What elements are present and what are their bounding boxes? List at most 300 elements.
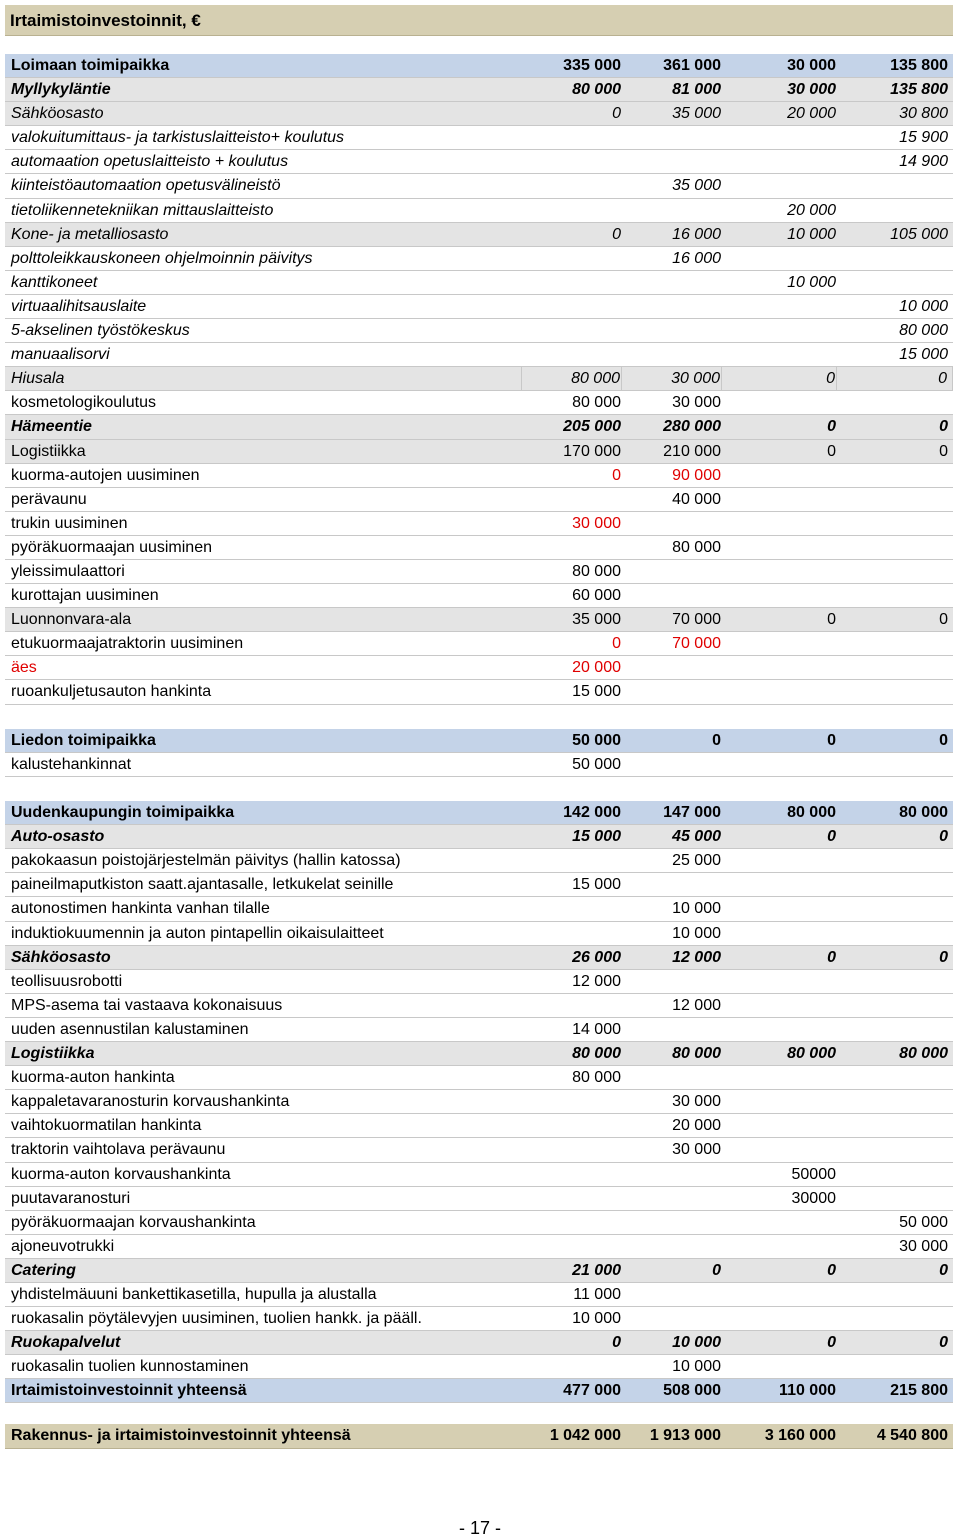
table-row bbox=[5, 102, 953, 126]
value-cell-1 bbox=[522, 174, 622, 197]
table-row bbox=[5, 174, 953, 198]
table-row bbox=[5, 656, 953, 680]
value-cell-2: 10 000 bbox=[672, 1358, 721, 1376]
value-cell-2: 70 000 bbox=[672, 635, 721, 653]
value-cell-1: 15 000 bbox=[572, 683, 621, 701]
value-cell-1: 335 000 bbox=[563, 57, 621, 74]
value-cell-4 bbox=[837, 970, 953, 993]
row-label: Logistiikka bbox=[11, 1045, 95, 1063]
value-cell-2: 12 000 bbox=[672, 996, 721, 1014]
table-row bbox=[5, 873, 953, 897]
value-cell-2 bbox=[622, 656, 722, 679]
row-label: kosmetologikoulutus bbox=[11, 394, 156, 412]
value-cell-2 bbox=[622, 1018, 722, 1041]
table-row bbox=[5, 1138, 953, 1162]
value-cell-3: 30000 bbox=[791, 1189, 836, 1207]
value-cell-4: 0 bbox=[939, 948, 948, 966]
value-cell-3 bbox=[722, 247, 837, 270]
value-cell-4 bbox=[837, 632, 953, 655]
value-cell-2: 35 000 bbox=[672, 105, 721, 123]
row-label: induktiokuumennin ja auton pintapellin oikaisulaitteet bbox=[11, 924, 384, 942]
value-cell-3 bbox=[722, 1138, 837, 1161]
value-cell-1: 12 000 bbox=[572, 972, 621, 990]
value-cell-1 bbox=[522, 536, 622, 559]
table-row bbox=[5, 1163, 953, 1187]
value-cell-1: 205 000 bbox=[563, 418, 621, 436]
value-cell-3 bbox=[722, 174, 837, 197]
table-row bbox=[5, 897, 953, 921]
value-cell-2 bbox=[622, 560, 722, 583]
value-cell-1 bbox=[522, 319, 622, 342]
table-row bbox=[5, 488, 953, 512]
row-label: ajoneuvotrukki bbox=[11, 1237, 115, 1255]
value-cell-2: 12 000 bbox=[672, 948, 721, 966]
value-cell-2: 16 000 bbox=[672, 225, 721, 243]
value-cell-4: 14 900 bbox=[899, 153, 948, 171]
value-cell-1 bbox=[522, 295, 622, 318]
value-cell-1: 0 bbox=[612, 225, 621, 243]
value-cell-2: 90 000 bbox=[672, 466, 721, 484]
table-row bbox=[5, 801, 953, 825]
table-row bbox=[5, 1211, 953, 1235]
table-row bbox=[5, 415, 953, 439]
value-cell-2: 508 000 bbox=[663, 1382, 721, 1400]
row-label: Luonnonvara-ala bbox=[11, 611, 132, 629]
value-cell-2: 280 000 bbox=[663, 418, 721, 436]
value-cell-3: 0 bbox=[827, 731, 836, 749]
table-row bbox=[5, 319, 953, 343]
table-row bbox=[5, 536, 953, 560]
value-cell-1 bbox=[522, 1090, 622, 1113]
value-cell-3 bbox=[722, 1018, 837, 1041]
row-label: traktorin vaihtolava perävaunu bbox=[11, 1141, 226, 1159]
row-label: Liedon toimipaikka bbox=[11, 731, 156, 749]
value-cell-3: 30 000 bbox=[787, 57, 836, 74]
value-cell-3 bbox=[722, 488, 837, 511]
value-cell-3: 10 000 bbox=[787, 273, 836, 291]
table-row bbox=[5, 608, 953, 632]
row-label: Hiusala bbox=[5, 367, 522, 390]
value-cell-2: 20 000 bbox=[672, 1117, 721, 1135]
table-row bbox=[5, 1042, 953, 1066]
value-cell-2: 25 000 bbox=[672, 852, 721, 870]
value-cell-3 bbox=[722, 994, 837, 1017]
row-spacer bbox=[5, 705, 953, 729]
value-cell-3: 110 000 bbox=[779, 1382, 836, 1400]
table-row bbox=[5, 994, 953, 1018]
value-cell-2 bbox=[622, 970, 722, 993]
row-label: kuorma-auton korvaushankinta bbox=[11, 1165, 231, 1183]
row-label: uuden asennustilan kalustaminen bbox=[11, 1020, 249, 1038]
row-spacer bbox=[5, 1403, 953, 1424]
row-label: manuaalisorvi bbox=[11, 346, 110, 364]
value-cell-2: 30 000 bbox=[672, 1141, 721, 1159]
value-cell-1: 142 000 bbox=[563, 804, 621, 822]
value-cell-4: 0 bbox=[939, 442, 948, 460]
value-cell-4 bbox=[837, 512, 953, 535]
value-cell-1: 80 000 bbox=[572, 1045, 621, 1063]
table-row bbox=[5, 729, 953, 753]
row-label: automaation opetuslaitteisto + koulutus bbox=[11, 153, 289, 171]
value-cell-1: 80 000 bbox=[572, 1069, 621, 1087]
value-cell-1: 170 000 bbox=[563, 442, 621, 460]
row-label: Hämeentie bbox=[11, 418, 92, 436]
row-label: perävaunu bbox=[11, 490, 87, 508]
value-cell-3: 0 bbox=[827, 828, 836, 846]
table-row bbox=[5, 223, 953, 247]
row-label: kiinteistöautomaation opetusvälineistö bbox=[11, 177, 281, 195]
row-label: yhdistelmäuuni bankettikasetilla, hupulla ja alustalla bbox=[11, 1285, 377, 1303]
value-cell-1 bbox=[522, 488, 622, 511]
value-cell-2: 35 000 bbox=[672, 177, 721, 195]
value-cell-4 bbox=[837, 1138, 953, 1161]
value-cell-4 bbox=[837, 1355, 953, 1378]
value-cell-3 bbox=[722, 753, 837, 776]
value-cell-4 bbox=[837, 488, 953, 511]
value-cell-4: 105 000 bbox=[890, 225, 948, 243]
value-cell-2 bbox=[622, 873, 722, 896]
value-cell-1 bbox=[522, 1138, 622, 1161]
value-cell-3 bbox=[722, 632, 837, 655]
table-row bbox=[5, 150, 953, 174]
value-cell-4 bbox=[837, 656, 953, 679]
value-cell-2 bbox=[622, 295, 722, 318]
value-cell-3: 80 000 bbox=[787, 804, 836, 822]
value-cell-4: 10 000 bbox=[899, 297, 948, 315]
row-label: pyöräkuormaajan uusiminen bbox=[11, 538, 212, 556]
value-cell-3: 0 bbox=[827, 1261, 836, 1279]
value-cell-1: 0 bbox=[612, 635, 621, 653]
table-row bbox=[5, 1307, 953, 1331]
row-label: Sähköosasto bbox=[11, 948, 111, 966]
value-cell-1 bbox=[522, 1114, 622, 1137]
value-cell-1 bbox=[522, 897, 622, 920]
value-cell-4 bbox=[837, 536, 953, 559]
value-cell-2: 1 913 000 bbox=[649, 1427, 721, 1445]
value-cell-4: 80 000 bbox=[899, 322, 948, 340]
value-cell-4: 135 800 bbox=[890, 57, 948, 74]
value-cell-3 bbox=[722, 1211, 837, 1234]
row-label: Catering bbox=[11, 1261, 76, 1279]
value-cell-4: 0 bbox=[939, 1334, 948, 1352]
table-row bbox=[5, 464, 953, 488]
value-cell-4 bbox=[837, 560, 953, 583]
row-label: kuorma-autojen uusiminen bbox=[11, 466, 200, 484]
value-cell-3: 0 bbox=[722, 367, 837, 390]
value-cell-4: 50 000 bbox=[899, 1213, 948, 1231]
value-cell-1: 14 000 bbox=[572, 1020, 621, 1038]
value-cell-2: 45 000 bbox=[672, 828, 721, 846]
page-number: - 17 - bbox=[458, 1518, 501, 1538]
value-cell-1 bbox=[522, 199, 622, 222]
table-row bbox=[5, 1235, 953, 1259]
row-label: Uudenkaupungin toimipaikka bbox=[11, 804, 235, 822]
value-cell-3 bbox=[722, 970, 837, 993]
value-cell-4: 0 bbox=[939, 731, 948, 749]
row-label: Kone- ja metalliosasto bbox=[11, 225, 169, 243]
table-row bbox=[5, 1424, 953, 1448]
value-cell-3 bbox=[722, 1066, 837, 1089]
value-cell-4 bbox=[837, 1018, 953, 1041]
value-cell-4 bbox=[837, 1283, 953, 1306]
value-cell-2 bbox=[622, 1066, 722, 1089]
table-row bbox=[5, 849, 953, 873]
value-cell-2: 40 000 bbox=[672, 490, 721, 508]
value-cell-2: 10 000 bbox=[672, 924, 721, 942]
value-cell-4 bbox=[837, 849, 953, 872]
table-row bbox=[5, 440, 953, 464]
table-row bbox=[5, 367, 953, 391]
value-cell-4 bbox=[837, 1307, 953, 1330]
value-cell-2 bbox=[622, 584, 722, 607]
row-label: yleissimulaattori bbox=[11, 562, 125, 580]
value-cell-3: 10 000 bbox=[787, 225, 836, 243]
value-cell-4 bbox=[837, 1090, 953, 1113]
table-row bbox=[5, 632, 953, 656]
value-cell-3 bbox=[722, 464, 837, 487]
row-label: kanttikoneet bbox=[11, 273, 98, 291]
value-cell-4 bbox=[837, 199, 953, 222]
value-cell-3: 3 160 000 bbox=[764, 1427, 836, 1445]
row-label: Ruokapalvelut bbox=[11, 1334, 121, 1352]
table-body bbox=[5, 54, 953, 1449]
row-label: paineilmaputkiston saatt.ajantasalle, letkukelat seinille bbox=[11, 876, 394, 894]
value-cell-3: 0 bbox=[827, 611, 836, 629]
value-cell-4: 135 800 bbox=[890, 81, 948, 99]
table-row bbox=[5, 946, 953, 970]
value-cell-4 bbox=[837, 680, 953, 703]
value-cell-4 bbox=[837, 994, 953, 1017]
value-cell-4 bbox=[837, 897, 953, 920]
value-cell-4: 215 800 bbox=[890, 1382, 948, 1400]
value-cell-3 bbox=[722, 319, 837, 342]
value-cell-3 bbox=[722, 295, 837, 318]
value-cell-1 bbox=[522, 1187, 622, 1210]
value-cell-1: 80 000 bbox=[572, 562, 621, 580]
value-cell-4 bbox=[837, 271, 953, 294]
row-label: kuorma-auton hankinta bbox=[11, 1069, 175, 1087]
table-row bbox=[5, 271, 953, 295]
value-cell-3 bbox=[722, 1355, 837, 1378]
value-cell-4 bbox=[837, 922, 953, 945]
value-cell-4 bbox=[837, 753, 953, 776]
value-cell-4: 0 bbox=[939, 828, 948, 846]
value-cell-1: 21 000 bbox=[572, 1261, 621, 1279]
value-cell-4: 0 bbox=[939, 418, 948, 436]
value-cell-3: 20 000 bbox=[787, 105, 836, 123]
value-cell-3 bbox=[722, 512, 837, 535]
row-label: kurottajan uusiminen bbox=[11, 587, 159, 605]
table-row bbox=[5, 922, 953, 946]
value-cell-3: 0 bbox=[827, 948, 836, 966]
value-cell-3 bbox=[722, 849, 837, 872]
row-label: puutavaranosturi bbox=[11, 1189, 131, 1207]
value-cell-2: 30 000 bbox=[672, 1093, 721, 1111]
value-cell-3: 0 bbox=[827, 418, 836, 436]
row-label: trukin uusiminen bbox=[11, 514, 128, 532]
value-cell-1: 80 000 bbox=[572, 81, 621, 99]
row-label: valokuitumittaus- ja tarkistuslaitteisto+ koulutus bbox=[11, 129, 345, 147]
value-cell-3 bbox=[722, 1090, 837, 1113]
value-cell-4: 15 900 bbox=[899, 129, 948, 147]
value-cell-2 bbox=[622, 753, 722, 776]
value-cell-4: 0 bbox=[939, 1261, 948, 1279]
table-row bbox=[5, 1283, 953, 1307]
row-label: ruokasalin pöytälevyjen uusiminen, tuolien hankk. ja pääll. bbox=[11, 1310, 422, 1328]
table-row bbox=[5, 199, 953, 223]
value-cell-2 bbox=[622, 271, 722, 294]
row-label: Sähköosasto bbox=[11, 105, 104, 123]
value-cell-1 bbox=[522, 150, 622, 173]
value-cell-1: 26 000 bbox=[572, 948, 621, 966]
value-cell-4: 80 000 bbox=[899, 1045, 948, 1063]
value-cell-3 bbox=[722, 560, 837, 583]
value-cell-2 bbox=[622, 1283, 722, 1306]
table-row bbox=[5, 680, 953, 704]
value-cell-3 bbox=[722, 897, 837, 920]
value-cell-1 bbox=[522, 126, 622, 149]
value-cell-1: 60 000 bbox=[572, 587, 621, 605]
table-title: Irtaimistoinvestoinnit, € bbox=[5, 5, 953, 36]
value-cell-3 bbox=[722, 536, 837, 559]
value-cell-4 bbox=[837, 584, 953, 607]
row-label: polttoleikkauskoneen ohjelmoinnin päivitys bbox=[11, 249, 313, 267]
value-cell-3: 30 000 bbox=[787, 81, 836, 99]
value-cell-4 bbox=[837, 1114, 953, 1137]
value-cell-1 bbox=[522, 1211, 622, 1234]
value-cell-1: 477 000 bbox=[563, 1382, 621, 1400]
row-label: pakokaasun poistojärjestelmän päivitys (hallin katossa) bbox=[11, 852, 401, 870]
table-row bbox=[5, 1355, 953, 1379]
value-cell-1: 50 000 bbox=[572, 755, 621, 773]
table-row bbox=[5, 560, 953, 584]
value-cell-1: 80 000 bbox=[572, 394, 621, 412]
value-cell-4 bbox=[837, 1163, 953, 1186]
value-cell-4: 4 540 800 bbox=[876, 1427, 948, 1445]
value-cell-3: 0 bbox=[827, 442, 836, 460]
row-label: MPS-asema tai vastaava kokonaisuus bbox=[11, 996, 283, 1014]
value-cell-2 bbox=[622, 680, 722, 703]
row-label: kalustehankinnat bbox=[11, 755, 132, 773]
value-cell-1: 10 000 bbox=[572, 1310, 621, 1328]
row-label: pyöräkuormaajan korvaushankinta bbox=[11, 1213, 256, 1231]
value-cell-2 bbox=[622, 126, 722, 149]
value-cell-4: 15 000 bbox=[899, 346, 948, 364]
value-cell-3 bbox=[722, 656, 837, 679]
value-cell-3 bbox=[722, 1114, 837, 1137]
value-cell-4: 30 800 bbox=[899, 105, 948, 123]
value-cell-4 bbox=[837, 464, 953, 487]
value-cell-2: 80 000 bbox=[672, 1045, 721, 1063]
value-cell-3 bbox=[722, 680, 837, 703]
value-cell-3 bbox=[722, 150, 837, 173]
value-cell-3 bbox=[722, 1235, 837, 1258]
table-row bbox=[5, 343, 953, 367]
value-cell-2: 10 000 bbox=[672, 1334, 721, 1352]
table-row bbox=[5, 1187, 953, 1211]
value-cell-2 bbox=[622, 150, 722, 173]
row-label: Auto-osasto bbox=[11, 828, 105, 846]
value-cell-2 bbox=[622, 1163, 722, 1186]
value-cell-1: 35 000 bbox=[572, 611, 621, 629]
investment-table bbox=[5, 0, 953, 1449]
value-cell-1 bbox=[522, 994, 622, 1017]
value-cell-3: 80 000 bbox=[787, 1045, 836, 1063]
value-cell-1: 15 000 bbox=[572, 876, 621, 894]
value-cell-1 bbox=[522, 1355, 622, 1378]
value-cell-1: 20 000 bbox=[572, 659, 621, 677]
value-cell-2 bbox=[622, 319, 722, 342]
value-cell-2 bbox=[622, 1307, 722, 1330]
value-cell-2: 0 bbox=[712, 1261, 721, 1279]
value-cell-3: 20 000 bbox=[787, 201, 836, 219]
row-label: Rakennus- ja irtaimistoinvestoinnit yhteensä bbox=[11, 1427, 351, 1445]
table-row bbox=[5, 1018, 953, 1042]
value-cell-3 bbox=[722, 343, 837, 366]
row-label: ruoankuljetusauton hankinta bbox=[11, 683, 212, 701]
table-row bbox=[5, 753, 953, 777]
table-row bbox=[5, 295, 953, 319]
value-cell-2: 30 000 bbox=[672, 394, 721, 412]
row-label: kappaletavaranosturin korvaushankinta bbox=[11, 1093, 290, 1111]
value-cell-3: 0 bbox=[827, 1334, 836, 1352]
value-cell-1 bbox=[522, 271, 622, 294]
value-cell-3 bbox=[722, 1307, 837, 1330]
table-row bbox=[5, 78, 953, 102]
value-cell-1: 0 bbox=[612, 1334, 621, 1352]
value-cell-1: 0 bbox=[612, 105, 621, 123]
value-cell-2: 210 000 bbox=[663, 442, 721, 460]
table-row bbox=[5, 970, 953, 994]
value-cell-2: 16 000 bbox=[672, 249, 721, 267]
row-label: Irtaimistoinvestoinnit yhteensä bbox=[11, 1382, 247, 1400]
value-cell-2 bbox=[622, 1235, 722, 1258]
value-cell-2 bbox=[622, 1211, 722, 1234]
value-cell-4 bbox=[837, 174, 953, 197]
value-cell-1: 80 000 bbox=[522, 367, 622, 390]
value-cell-3 bbox=[722, 126, 837, 149]
value-cell-4: 30 000 bbox=[899, 1237, 948, 1255]
value-cell-2: 0 bbox=[712, 731, 721, 749]
value-cell-4: 80 000 bbox=[899, 804, 948, 822]
table-row bbox=[5, 1379, 953, 1403]
value-cell-4 bbox=[837, 247, 953, 270]
table-row bbox=[5, 1259, 953, 1283]
value-cell-1: 30 000 bbox=[572, 514, 621, 532]
value-cell-2: 10 000 bbox=[672, 900, 721, 918]
row-label: autonostimen hankinta vanhan tilalle bbox=[11, 900, 270, 918]
value-cell-1: 1 042 000 bbox=[549, 1427, 621, 1445]
row-label: Myllykyläntie bbox=[11, 81, 111, 99]
value-cell-4: 0 bbox=[939, 611, 948, 629]
value-cell-1: 15 000 bbox=[572, 828, 621, 846]
value-cell-3 bbox=[722, 391, 837, 414]
row-label: Loimaan toimipaikka bbox=[11, 57, 170, 74]
table-row bbox=[5, 1331, 953, 1355]
value-cell-4 bbox=[837, 873, 953, 896]
table-row bbox=[5, 825, 953, 849]
table-row bbox=[5, 126, 953, 150]
value-cell-2: 70 000 bbox=[672, 611, 721, 629]
row-label: virtuaalihitsauslaite bbox=[11, 297, 147, 315]
value-cell-2 bbox=[622, 343, 722, 366]
value-cell-2: 30 000 bbox=[622, 367, 722, 390]
table-row bbox=[5, 512, 953, 536]
value-cell-2 bbox=[622, 512, 722, 535]
value-cell-2: 147 000 bbox=[663, 804, 721, 822]
value-cell-4: 0 bbox=[837, 367, 953, 390]
value-cell-2: 80 000 bbox=[672, 538, 721, 556]
